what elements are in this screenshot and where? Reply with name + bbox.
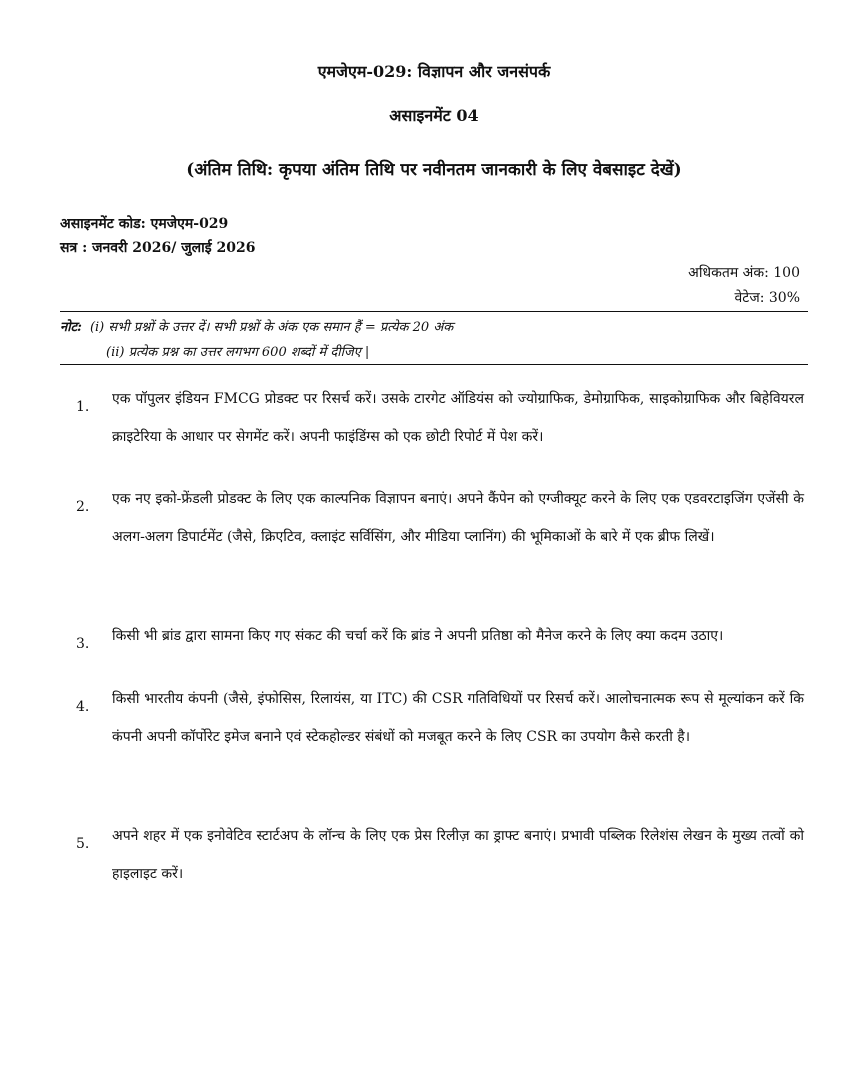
session: सत्र : जनवरी 2026/ जुलाई 2026: [60, 240, 256, 256]
note-line-1: [60, 317, 453, 335]
question-number: 5.: [76, 836, 90, 852]
question-text: अपने शहर में एक इनोवेटिव स्टार्टअप के लॉन्च के लिए एक प्रेस रिलीज़ का ड्राफ्ट बनाएं। प्रभावी पब्लिक रिलेशंस लेखन के मुख्य तत्वों को हाइलाइट करें।: [112, 828, 804, 882]
note-label: नोट:: [60, 320, 82, 335]
note-bottom-rule: [60, 364, 808, 365]
assignment-code: असाइनमेंट कोड: एमजेएम-029: [60, 216, 229, 232]
question-text: एक पॉपुलर इंडियन FMCG प्रोडक्ट पर रिसर्च करें। उसके टारगेट ऑडियंस को ज्योग्राफिक, डेमोग्राफिक, साइकोग्राफिक और बिहेवियरल क्राइटेरिया के आधार पर सेगमेंट करें। अपनी फाइंडिंग्स को एक छोटी रिपोर्ट में पेश करें।: [112, 391, 804, 445]
weightage: वेटेज: 30%: [734, 290, 800, 306]
note-top-rule: [60, 311, 808, 312]
question-number: 1.: [76, 399, 90, 415]
question-text: किसी भी ब्रांड द्वारा सामना किए गए संकट की चर्चा करें कि ब्रांड ने अपनी प्रतिष्ठा को मैनेज करने के लिए क्या कदम उठाए।: [112, 628, 724, 644]
assignment-number: असाइनमेंट 04: [389, 106, 479, 125]
question-number: 3.: [76, 636, 90, 652]
question-text: किसी भारतीय कंपनी (जैसे, इंफोसिस, रिलायंस, या ITC) की CSR गतिविधियों पर रिसर्च करें। आलोचनात्मक रूप से मूल्यांकन करें कि कंपनी अपनी कॉर्पोरेट इमेज बनाने एवं स्टेकहोल्डर संबंधों को मजबूत करने के लिए CSR का उपयोग कैसे करती है।: [112, 691, 804, 745]
max-marks: अधिकतम अंक: 100: [688, 265, 800, 281]
note-line-2: (ii) प्रत्येक प्रश्न का उत्तर लगभग 600 शब्दों में दीजिए |: [106, 345, 370, 360]
question-number: 4.: [76, 699, 90, 715]
question-number: 2.: [76, 499, 90, 515]
note-text-1: (i) सभी प्रश्नों के उत्तर दें। सभी प्रश्नों के अंक एक समान हैं = प्रत्येक 20 अंक: [89, 320, 454, 335]
course-title: एमजेएम-029: विज्ञापन और जनसंपर्क: [317, 62, 551, 81]
deadline-note: (अंतिम तिथि: कृपया अंतिम तिथि पर नवीनतम जानकारी के लिए वेबसाइट देखें): [186, 160, 682, 180]
question-text: एक नए इको-फ्रेंडली प्रोडक्ट के लिए एक काल्पनिक विज्ञापन बनाएं। अपने कैंपेन को एग्जीक्यूट करने के लिए एक एडवरटाइजिंग एजेंसी के अलग-अलग डिपार्टमेंट (जैसे, क्रिएटिव, क्लाइंट सर्विसिंग, और मीडिया प्लानिंग) की भूमिकाओं के बारे में एक ब्रीफ लिखें।: [112, 491, 804, 545]
